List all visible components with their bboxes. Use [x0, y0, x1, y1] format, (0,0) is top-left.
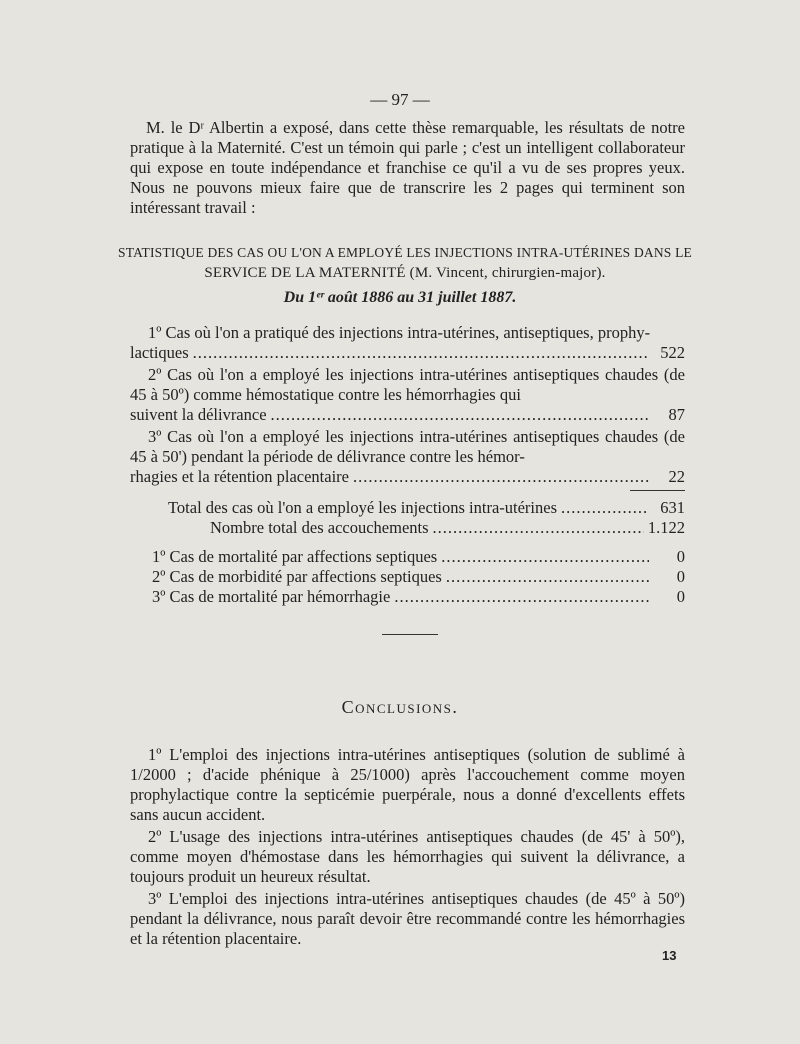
outcome-row	[130, 547, 685, 567]
signature-mark: 13	[662, 948, 677, 963]
dot-leader	[441, 547, 649, 567]
item-row	[130, 343, 685, 363]
item-text: 2º Cas où l'on a employé les injections intra-utérines antiseptiques chaudes (de 45 à 50º) comme hémostatique contre les hémorrhagies qui	[130, 365, 685, 404]
statistics-title-line1: STATISTIQUE DES CAS OU L'ON A EMPLOYÉ LES INJECTIONS INTRA-UTÉRINES DANS LE	[118, 245, 692, 260]
conclusion-paragraph: 1º L'emploi des injections intra-utérines antiseptiques (solution de sublimé à 1/2000 ; d'acide phénique à 25/1000) après l'accouchement comme moyen prophylactique contre la septicémie puerpérale, nous a donné d'excellents effets sans aucun accident.	[130, 745, 685, 824]
outcome-label: 2º Cas de morbidité par affections septiques	[152, 567, 442, 586]
dot-leader	[353, 467, 649, 487]
item-row	[130, 467, 685, 487]
total-label: Total des cas où l'on a employé les injections intra-utérines	[168, 498, 557, 517]
births-label: Nombre total des accouchements	[210, 518, 429, 537]
births-value: 1.122	[647, 518, 685, 537]
item-label: lactiques	[130, 343, 189, 362]
outcome-label: 1º Cas de mortalité par affections septiques	[152, 547, 438, 566]
outcome-label: 3º Cas de mortalité par hémorrhagie	[152, 587, 391, 606]
sum-rule	[630, 490, 685, 491]
dot-leader	[394, 587, 649, 607]
page-number: — 97 —	[370, 90, 430, 109]
outcome-row	[130, 567, 685, 587]
statistics-item	[130, 365, 685, 425]
outcome-value: 0	[676, 567, 685, 586]
item-value: 22	[668, 467, 685, 486]
outcome-row	[130, 587, 685, 607]
dot-leader	[271, 405, 649, 425]
section-divider	[382, 634, 438, 635]
item-label: rhagies et la rétention placentaire	[130, 467, 349, 486]
dot-leader	[193, 343, 649, 363]
outcome-value: 0	[676, 547, 685, 566]
item-label: suivent la délivrance	[130, 405, 267, 424]
statistics-period: Du 1ᵉʳ août 1886 au 31 juillet 1887.	[283, 289, 517, 306]
statistics-item	[130, 427, 685, 487]
dot-leader	[561, 498, 649, 518]
conclusion-paragraph: 3º L'emploi des injections intra-utérines antiseptiques chaudes (de 45º à 50º) pendant la délivrance, nous paraît devoir être recommandé contre les hémorrhagies et la rétention placentaire.	[130, 889, 685, 948]
item-row	[130, 405, 685, 425]
statistics-title-line2: SERVICE DE LA MATERNITÉ (M. Vincent, chirurgien-major).	[204, 265, 606, 281]
conclusion-paragraph: 2º L'usage des injections intra-utérines antiseptiques chaudes (de 45' à 50º), comme moyen d'hémostase dans les hémorrhagies qui suivent la délivrance, a toujours produit un heureux résultat.	[130, 827, 685, 886]
intro-text: M. le Dʳ Albertin a exposé, dans cette thèse remarquable, les résultats de notre pratique à la Maternité. C'est un témoin qui parle ; c'est un intelligent collaborateur qui expose en toute indépendance et franchise ce qu'il a vu de ses propres yeux. Nous ne pouvons mieux faire que de transcrire les 2 pages qui terminent son intéressant travail :	[130, 118, 685, 217]
conclusions-title: Conclusions.	[341, 697, 459, 717]
statistics-title	[110, 243, 700, 283]
births-row	[130, 518, 685, 538]
item-text: 3º Cas où l'on a employé les injections intra-utérines antiseptiques chaudes (de 45 à 50') pendant la période de délivrance contre les hémor-	[130, 427, 685, 466]
statistics-outcomes	[130, 547, 685, 607]
statistics-item	[130, 323, 685, 363]
total-value: 631	[660, 498, 685, 517]
item-text: 1º Cas où l'on a pratiqué des injections intra-utérines, antiseptiques, prophy-	[148, 323, 651, 342]
item-value: 87	[668, 405, 685, 424]
item-value: 522	[660, 343, 685, 362]
conclusions-list	[130, 745, 685, 951]
dot-leader	[446, 567, 649, 587]
statistics-totals	[130, 498, 685, 538]
dot-leader	[433, 518, 644, 538]
outcome-value: 0	[676, 587, 685, 606]
statistics-items	[130, 323, 685, 489]
total-row	[130, 498, 685, 518]
intro-paragraph	[130, 118, 685, 218]
